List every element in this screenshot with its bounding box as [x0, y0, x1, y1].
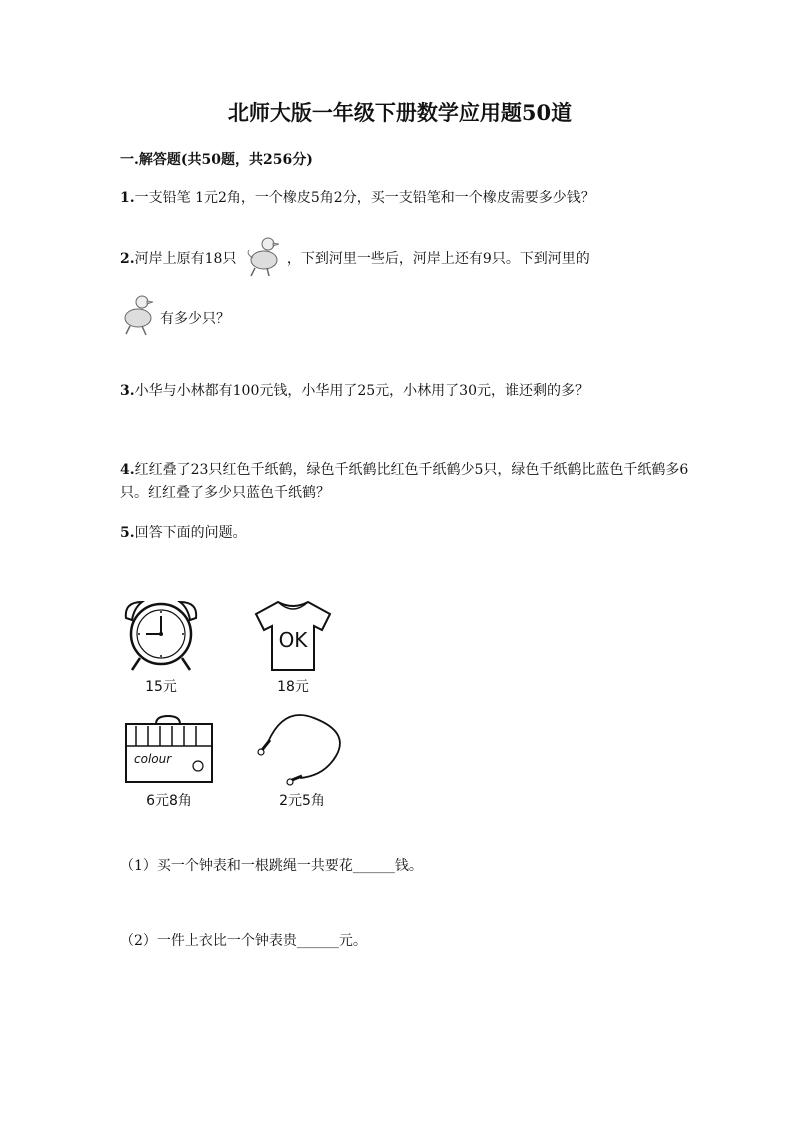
question-number: 2.: [120, 251, 135, 267]
question-text-b: ，下到河里一些后，河岸上还有9只。下到河里的: [286, 251, 590, 267]
question-2-continued: [120, 292, 700, 346]
item-clock: [120, 596, 202, 696]
paint-box-icon: [122, 714, 216, 786]
price-label: 18元: [277, 679, 309, 695]
item-shirt: [252, 598, 334, 696]
question-1: [120, 187, 700, 210]
item-jump-rope: [254, 712, 350, 810]
question-text-c: 有多少只？: [160, 311, 230, 327]
subquestion-1: （1）买一个钟表和一根跳绳一共要花______钱。: [120, 858, 423, 874]
section-heading: 一.解答题(共50题，共256分): [120, 152, 313, 168]
price-label: 2元5角: [279, 793, 325, 809]
question-number: 3.: [120, 383, 135, 399]
question-text: 回答下面的问题。: [134, 525, 247, 541]
page-title: 北师大版一年级下册数学应用题50道: [227, 100, 573, 125]
question-5: [120, 522, 700, 545]
question-text: 一支铅笔 1元2角，一个橡皮5角2分，买一支铅笔和一个橡皮需要多少钱？: [134, 190, 595, 206]
item-paint-box: [122, 714, 216, 810]
question-text: 红红叠了23只红色千纸鹤，绿色千纸鹤比红色千纸鹤少5只，绿色千纸鹤比蓝色千纸鹤多6只。红红叠了多少只蓝色千纸鹤？: [120, 462, 689, 501]
question-number: 5.: [120, 525, 135, 541]
alarm-clock-icon: [120, 596, 202, 672]
duck-icon: [120, 292, 160, 346]
price-label: 15元: [145, 679, 177, 695]
subquestion-2: （2）一件上衣比一个钟表贵______元。: [120, 933, 367, 949]
question-text-a: 河岸上原有18只: [134, 251, 237, 267]
question-4: [120, 459, 690, 505]
price-label: 6元8角: [146, 793, 192, 809]
question-2: [120, 232, 700, 286]
question-3: [120, 380, 700, 403]
question-text: 小华与小林都有100元钱，小华用了25元，小林用了30元，谁还剩的多？: [134, 383, 589, 399]
box-text: colour: [134, 752, 172, 766]
question-number: 4.: [120, 462, 135, 478]
question-number: 1.: [120, 190, 135, 206]
jump-rope-icon: [254, 712, 350, 786]
duck-icon: [241, 232, 287, 286]
shirt-text: OK: [278, 628, 308, 652]
